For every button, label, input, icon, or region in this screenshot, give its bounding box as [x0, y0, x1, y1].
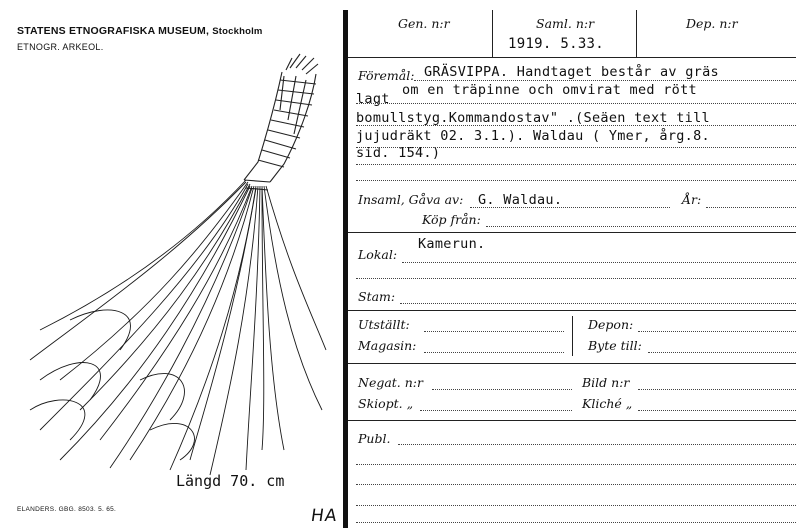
publ-dots-1: [398, 444, 796, 445]
foremal-dots-2: [356, 103, 796, 104]
publ-dots-3: [356, 484, 796, 485]
handwritten-initials: HA: [309, 506, 339, 526]
foremal-dots-1: [414, 80, 796, 81]
foremal-dots-5: [356, 164, 796, 165]
publ-dots-4: [356, 505, 796, 506]
foremal-dots-3: [356, 125, 796, 126]
utstallt-label: Utställt:: [358, 317, 410, 332]
ar-label: År:: [682, 192, 702, 207]
kliche-label: Kliché „: [582, 396, 633, 411]
negat-dots: [432, 389, 572, 390]
department-label: ETNOGR. ARKEOL.: [17, 42, 104, 52]
foremal-line-5: sid. 154.): [356, 145, 441, 161]
foremal-line-3: bomullstyg.Kommandostav" .(Seäen text till: [356, 110, 710, 126]
museum-city: Stockholm: [212, 26, 263, 37]
depon-dots: [638, 331, 796, 332]
header-divider-1: [492, 10, 493, 58]
kop-dots: [486, 226, 796, 227]
kop-label: Köp från:: [422, 212, 481, 227]
skiopt-dots: [420, 410, 572, 411]
header-divider-2: [636, 10, 637, 58]
insaml-rule: [348, 232, 796, 233]
grass-whisk-illustration: [0, 50, 340, 480]
insaml-dots: [470, 207, 670, 208]
utstallt-dots: [424, 331, 564, 332]
museum-title: STATENS ETNOGRAFISKA MUSEUM,: [17, 25, 210, 37]
kliche-dots: [638, 410, 796, 411]
depon-label: Depon:: [588, 317, 634, 332]
stam-dots: [400, 303, 796, 304]
museum-name: [17, 25, 263, 37]
printer-imprint: ELANDERS. GBG. 8503. 5. 65.: [17, 506, 117, 513]
length-annotation: Längd 70. cm: [176, 472, 285, 490]
foremal-lagt: lagt: [356, 91, 390, 107]
magasin-label: Magasin:: [358, 338, 417, 353]
insaml-value: G. Waldau.: [478, 192, 563, 208]
lokal-dots-2: [356, 278, 796, 279]
negat-label: Negat. n:r: [358, 375, 423, 390]
saml-value: 1919. 5.33.: [508, 36, 605, 52]
magasin-rule: [348, 363, 796, 364]
header-rule: [348, 57, 796, 58]
foremal-line-1: GRÄSVIPPA. Handtaget består av gräs: [424, 64, 719, 80]
foremal-line-2: om en träpinne och omvirat med rött: [402, 82, 697, 98]
publ-dots-5: [356, 522, 796, 523]
negat-rule: [348, 420, 796, 421]
bild-label: Bild n:r: [582, 375, 630, 390]
insaml-label: Insaml, Gåva av:: [358, 192, 464, 207]
depon-divider: [572, 316, 573, 356]
ar-dots: [706, 207, 796, 208]
stam-label: Stam:: [358, 289, 396, 304]
publ-dots-2: [356, 464, 796, 465]
lokal-dots-1: [402, 262, 796, 263]
gen-label: Gen. n:r: [398, 16, 450, 31]
foremal-label: Föremål:: [358, 68, 415, 83]
bild-dots: [638, 389, 796, 390]
byte-dots: [648, 352, 796, 353]
publ-label: Publ.: [358, 431, 391, 446]
lokal-label: Lokal:: [358, 247, 398, 262]
magasin-dots: [424, 352, 564, 353]
foremal-dots-4: [356, 147, 796, 148]
dep-label: Dep. n:r: [686, 16, 738, 31]
lokal-value: Kamerun.: [418, 236, 486, 252]
card-spine: [343, 10, 348, 528]
skiopt-label: Skiopt. „: [358, 396, 414, 411]
byte-label: Byte till:: [588, 338, 642, 353]
foremal-line-4: jujudräkt 02. 3.1.). Waldau ( Ymer, årg.8.: [356, 128, 710, 144]
foremal-dots-6: [356, 180, 796, 181]
saml-label: Saml. n:r: [536, 16, 595, 31]
stam-rule: [348, 310, 796, 311]
